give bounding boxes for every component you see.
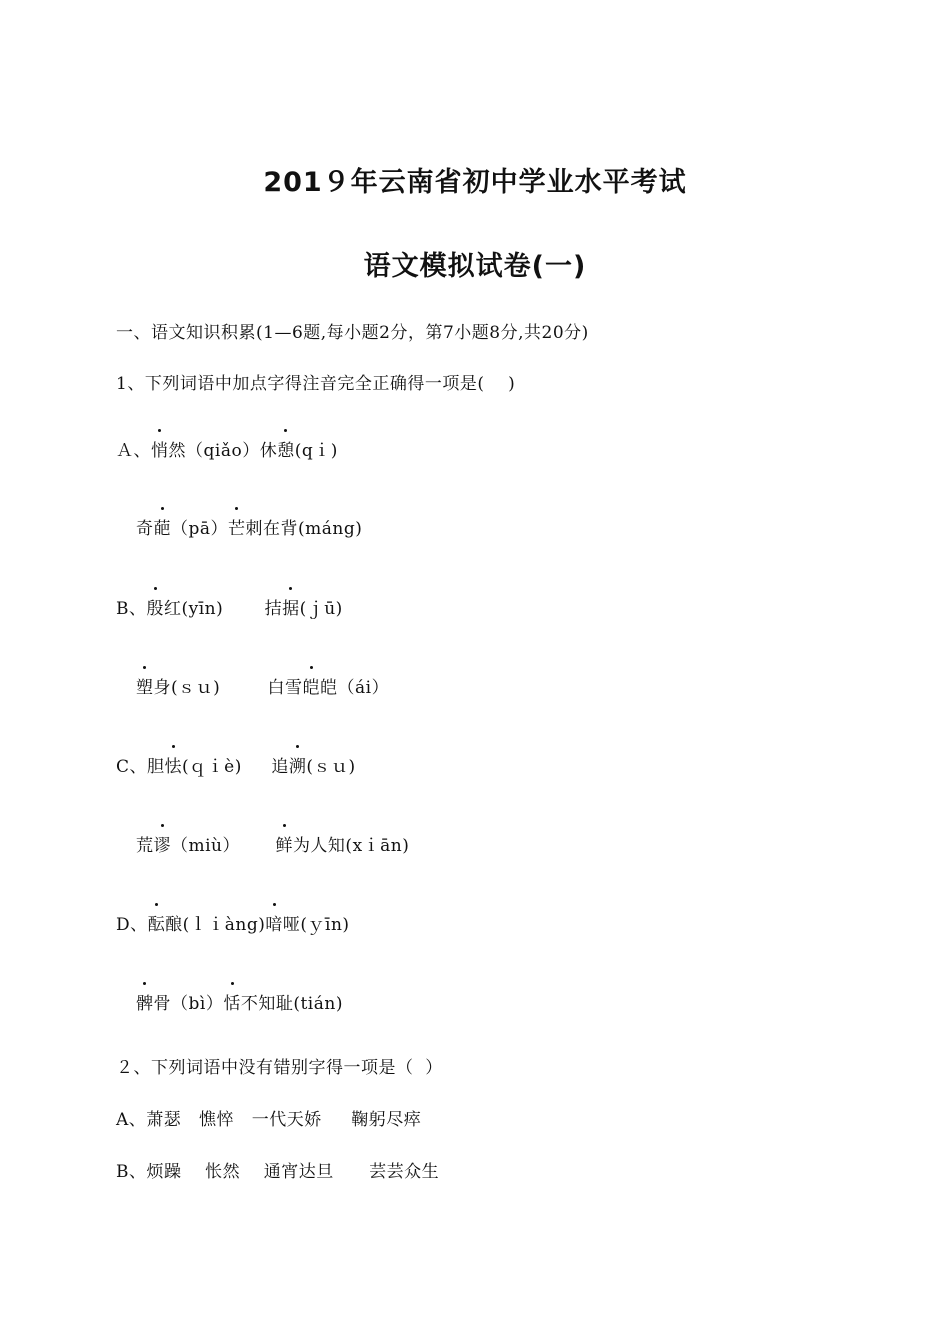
- q1-a1-dotted-char-1: 悄: [151, 436, 169, 461]
- q1-option-b-line1: [116, 594, 343, 619]
- q1-option-a-line2: [136, 514, 362, 539]
- q1-a2-dotted-char-1: 葩: [154, 514, 172, 539]
- q1-a1-prefix: Ａ、: [116, 441, 151, 461]
- q1-d1-rest-2: 哑(ｙīn): [282, 915, 350, 935]
- q1-a2-prefix: 奇: [136, 519, 154, 539]
- q1-c2-rest-2: 为人知(xｉān): [292, 836, 410, 856]
- q1-b1-dotted-char-2: 据: [282, 594, 300, 619]
- q1-option-b-line2: [136, 673, 389, 698]
- q1-b2-rest-2: 皑（ái）: [320, 678, 390, 698]
- exam-subtitle: 语文模拟试卷(一): [363, 251, 587, 282]
- q1-d2-dotted-char-2: 恬: [223, 989, 241, 1014]
- q1-d2-rest-1: 骨（bì）: [153, 994, 224, 1014]
- q1-a1-rest-2: (qｉ): [294, 441, 338, 461]
- q1-d1-prefix: D、: [116, 915, 148, 935]
- q1-c2-dotted-char-1: 谬: [154, 831, 172, 856]
- q1-c1-rest-2: (ｓｕ): [306, 757, 356, 777]
- q2-option-a: A、萧瑟 憔悴 一代天娇 鞠躬尽瘁: [116, 1110, 422, 1130]
- q1-b1-prefix: B、: [116, 599, 147, 619]
- q1-option-c-line1: [116, 752, 356, 777]
- q1-option-d-line1: [116, 910, 350, 935]
- q1-c1-prefix: C、胆: [116, 757, 165, 777]
- q1-b2-dotted-char-1: 塑: [136, 673, 154, 698]
- q1-c1-rest-1: (ｑｉè) 追: [182, 757, 289, 777]
- q1-b2-dotted-char-2: 皑: [303, 673, 321, 698]
- q1-b2-rest-1: 身(ｓｕ) 白雪: [153, 678, 303, 698]
- question-1-stem: 1、下列词语中加点字得注音完全正确得一项是( ): [116, 374, 516, 394]
- q1-c1-dotted-char-2: 溯: [289, 752, 307, 777]
- q1-c1-dotted-char-1: 怯: [165, 752, 183, 777]
- q1-b1-dotted-char-1: 殷: [147, 594, 165, 619]
- q1-a2-rest-2: 刺在背(máng): [245, 519, 363, 539]
- q1-d2-dotted-char-1: 髀: [136, 989, 154, 1014]
- q1-option-a-line1: [116, 436, 338, 461]
- q1-a1-dotted-char-2: 憩: [277, 436, 295, 461]
- q1-a1-rest-1: 然（qiǎo）休: [168, 441, 278, 461]
- q1-option-d-line2: [136, 989, 343, 1014]
- q1-d1-dotted-char-1: 酝: [148, 910, 166, 935]
- q1-d2-rest-2: 不知耻(tián): [240, 994, 343, 1014]
- q1-b1-rest-2: (ｊū): [299, 599, 343, 619]
- question-2-stem: ２、下列词语中没有错别字得一项是（ ）: [116, 1058, 443, 1078]
- section-heading: 一、语文知识积累(1—6题,每小题2分，第7小题8分,共20分): [116, 323, 589, 343]
- q1-c2-rest-1: （miù）: [171, 836, 276, 856]
- exam-title: 201９年云南省初中学业水平考试: [263, 167, 687, 198]
- q1-option-c-line2: [136, 831, 409, 856]
- q1-c2-prefix: 荒: [136, 836, 154, 856]
- q1-d1-dotted-char-2: 喑: [265, 910, 283, 935]
- q2-option-b: B、烦躁 怅然 通宵达旦 芸芸众生: [116, 1162, 440, 1182]
- q1-c2-dotted-char-2: 鲜: [275, 831, 293, 856]
- q1-b1-rest-1: 红(yīn) 拮: [164, 599, 283, 619]
- q1-d1-rest-1: 酿(ｌｉàng): [165, 915, 266, 935]
- q1-a2-rest-1: （pā）: [171, 519, 229, 539]
- q1-a2-dotted-char-2: 芒: [228, 514, 246, 539]
